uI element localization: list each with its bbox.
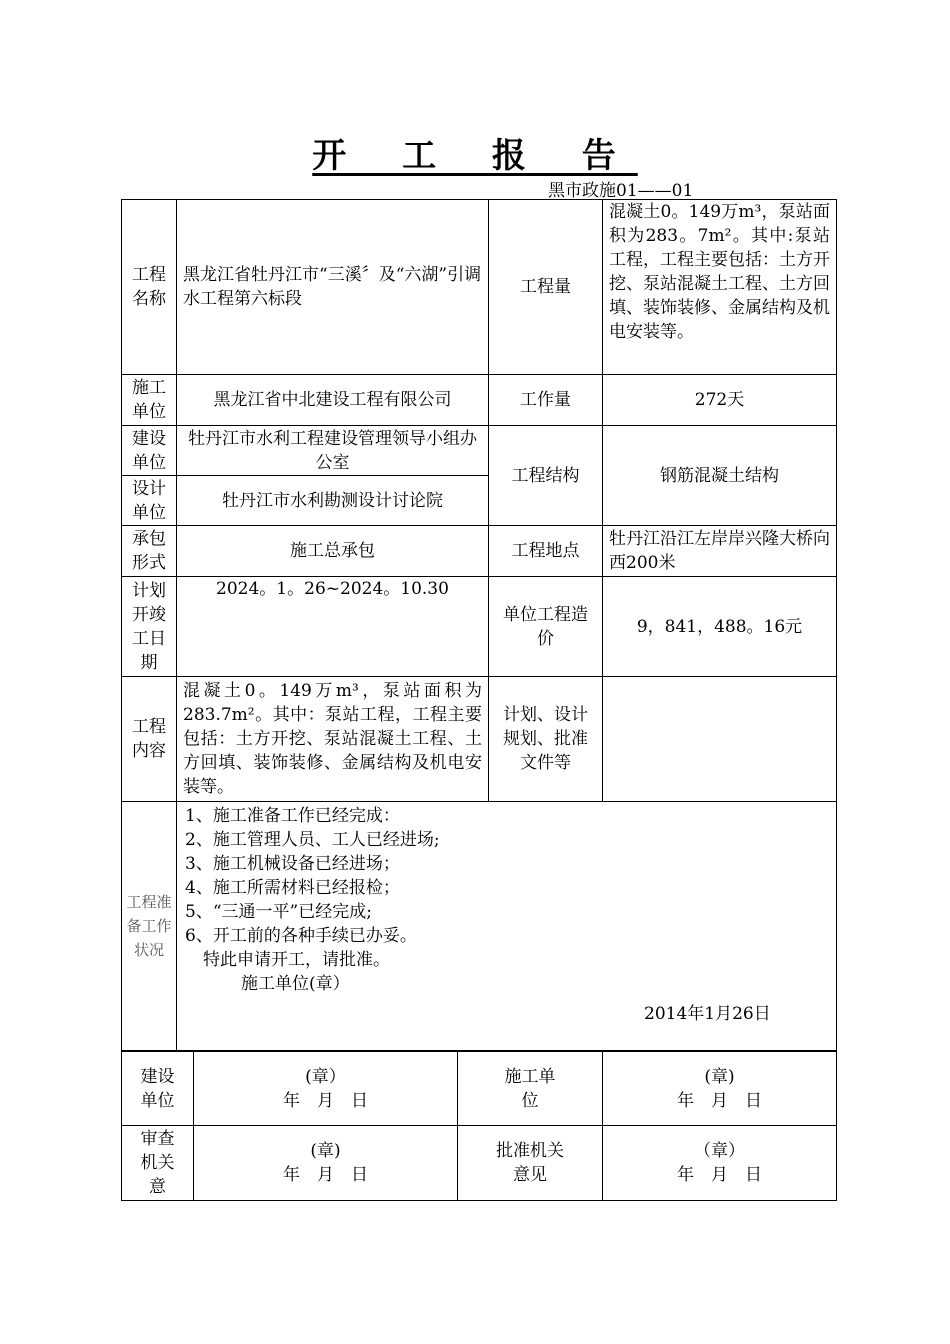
contract-form-value: 施工总承包 bbox=[177, 526, 489, 577]
location-value: 牡丹江沿江左岸岸兴隆大桥向西200米 bbox=[603, 526, 837, 577]
schedule-value: 2024。1。26~2024。10.30 bbox=[177, 577, 489, 677]
sign-approval-date: 年 月 日 bbox=[677, 1165, 762, 1185]
prep-item: 1、施工准备工作已经完成： bbox=[185, 806, 400, 826]
applicant-text: 施工单位(章） bbox=[241, 974, 350, 994]
cost-label: 单位工程造价 bbox=[489, 577, 603, 677]
sign-approval-label: 批准机关意见 bbox=[458, 1126, 603, 1201]
document-number: 黑市政施01——01 bbox=[548, 181, 694, 201]
sign-contractor-seal: (章) bbox=[704, 1066, 735, 1087]
prep-item: 4、施工所需材料已经报检； bbox=[185, 878, 400, 898]
structure-value: 钢筋混凝土结构 bbox=[603, 426, 837, 526]
sign-builder-date: 年 月 日 bbox=[283, 1090, 368, 1111]
page-title: 开 工 报 告 bbox=[312, 136, 638, 176]
contractor-label: 施工单位 bbox=[122, 375, 177, 426]
cost-value: 9，841，488。16元 bbox=[603, 577, 837, 677]
sign-approval-cell bbox=[603, 1126, 837, 1201]
docs-value bbox=[603, 677, 837, 802]
prep-label: 工程准备工作状况 bbox=[122, 802, 177, 1051]
apply-date: 2014年1月26日 bbox=[644, 1004, 771, 1024]
builder-label: 建设单位 bbox=[122, 426, 177, 476]
sign-review-seal: (章) bbox=[310, 1141, 341, 1161]
schedule-label: 计划开竣工日期 bbox=[122, 577, 177, 677]
workload-value: 272天 bbox=[603, 375, 837, 426]
project-name-value: 黑龙江省牡丹江市“三溪〞及“六湖”引调水工程第六标段 bbox=[177, 200, 489, 375]
report-table bbox=[121, 199, 837, 1051]
structure-label: 工程结构 bbox=[489, 426, 603, 526]
designer-label: 设计单位 bbox=[122, 476, 177, 526]
sign-contractor-label: 施工单位 bbox=[458, 1052, 603, 1126]
content-label: 工程内容 bbox=[122, 677, 177, 802]
sign-review-label: 审查机关意 bbox=[122, 1126, 194, 1201]
sign-approval-seal: （章） bbox=[694, 1141, 745, 1161]
prep-item: 6、开工前的各种手续已办妥。 bbox=[185, 926, 417, 946]
project-name-label: 工程名称 bbox=[122, 200, 177, 375]
sign-contractor-date: 年 月 日 bbox=[677, 1090, 762, 1111]
content-value: 混凝土0。149万m³，泵站面积为283.7m²。其中：泵站工程，工程主要包括：土方开挖、泵站混凝土工程、土方回填、装饰装修、金属结构及机电安装等。 bbox=[177, 677, 489, 802]
sign-review-cell bbox=[194, 1126, 458, 1201]
quantity-label: 工程量 bbox=[489, 200, 603, 375]
location-label: 工程地点 bbox=[489, 526, 603, 577]
workload-label: 工作量 bbox=[489, 375, 603, 426]
designer-value: 牡丹江市水利勘测设计讨论院 bbox=[177, 476, 489, 526]
signature-table bbox=[121, 1051, 837, 1201]
request-text: 特此申请开工，请批准。 bbox=[203, 950, 390, 970]
prep-item: 2、施工管理人员、工人已经进场; bbox=[185, 830, 440, 850]
quantity-value: 混凝土0。149万m³，泵站面积为283。7m²。其中:泵站工程，工程主要包括：土方开挖、泵站混凝土工程、土方回填、装饰装修、金属结构及机电安装等。 bbox=[603, 200, 837, 375]
prep-item: 5、“三通一平”已经完成; bbox=[185, 902, 372, 922]
sign-review-date: 年 月 日 bbox=[283, 1165, 368, 1185]
contractor-value: 黑龙江省中北建设工程有限公司 bbox=[177, 375, 489, 426]
prep-content bbox=[177, 802, 837, 1051]
sign-builder-label: 建设单位 bbox=[122, 1052, 194, 1126]
builder-value: 牡丹江市水利工程建设管理领导小组办公室 bbox=[177, 426, 489, 476]
contract-form-label: 承包形式 bbox=[122, 526, 177, 577]
sign-builder-seal: (章） bbox=[305, 1066, 346, 1087]
prep-item: 3、施工机械设备已经进场； bbox=[185, 854, 400, 874]
sign-builder-cell bbox=[194, 1052, 458, 1126]
docs-label: 计划、设计规划、批准文件等 bbox=[489, 677, 603, 802]
sign-contractor-cell bbox=[603, 1052, 837, 1126]
